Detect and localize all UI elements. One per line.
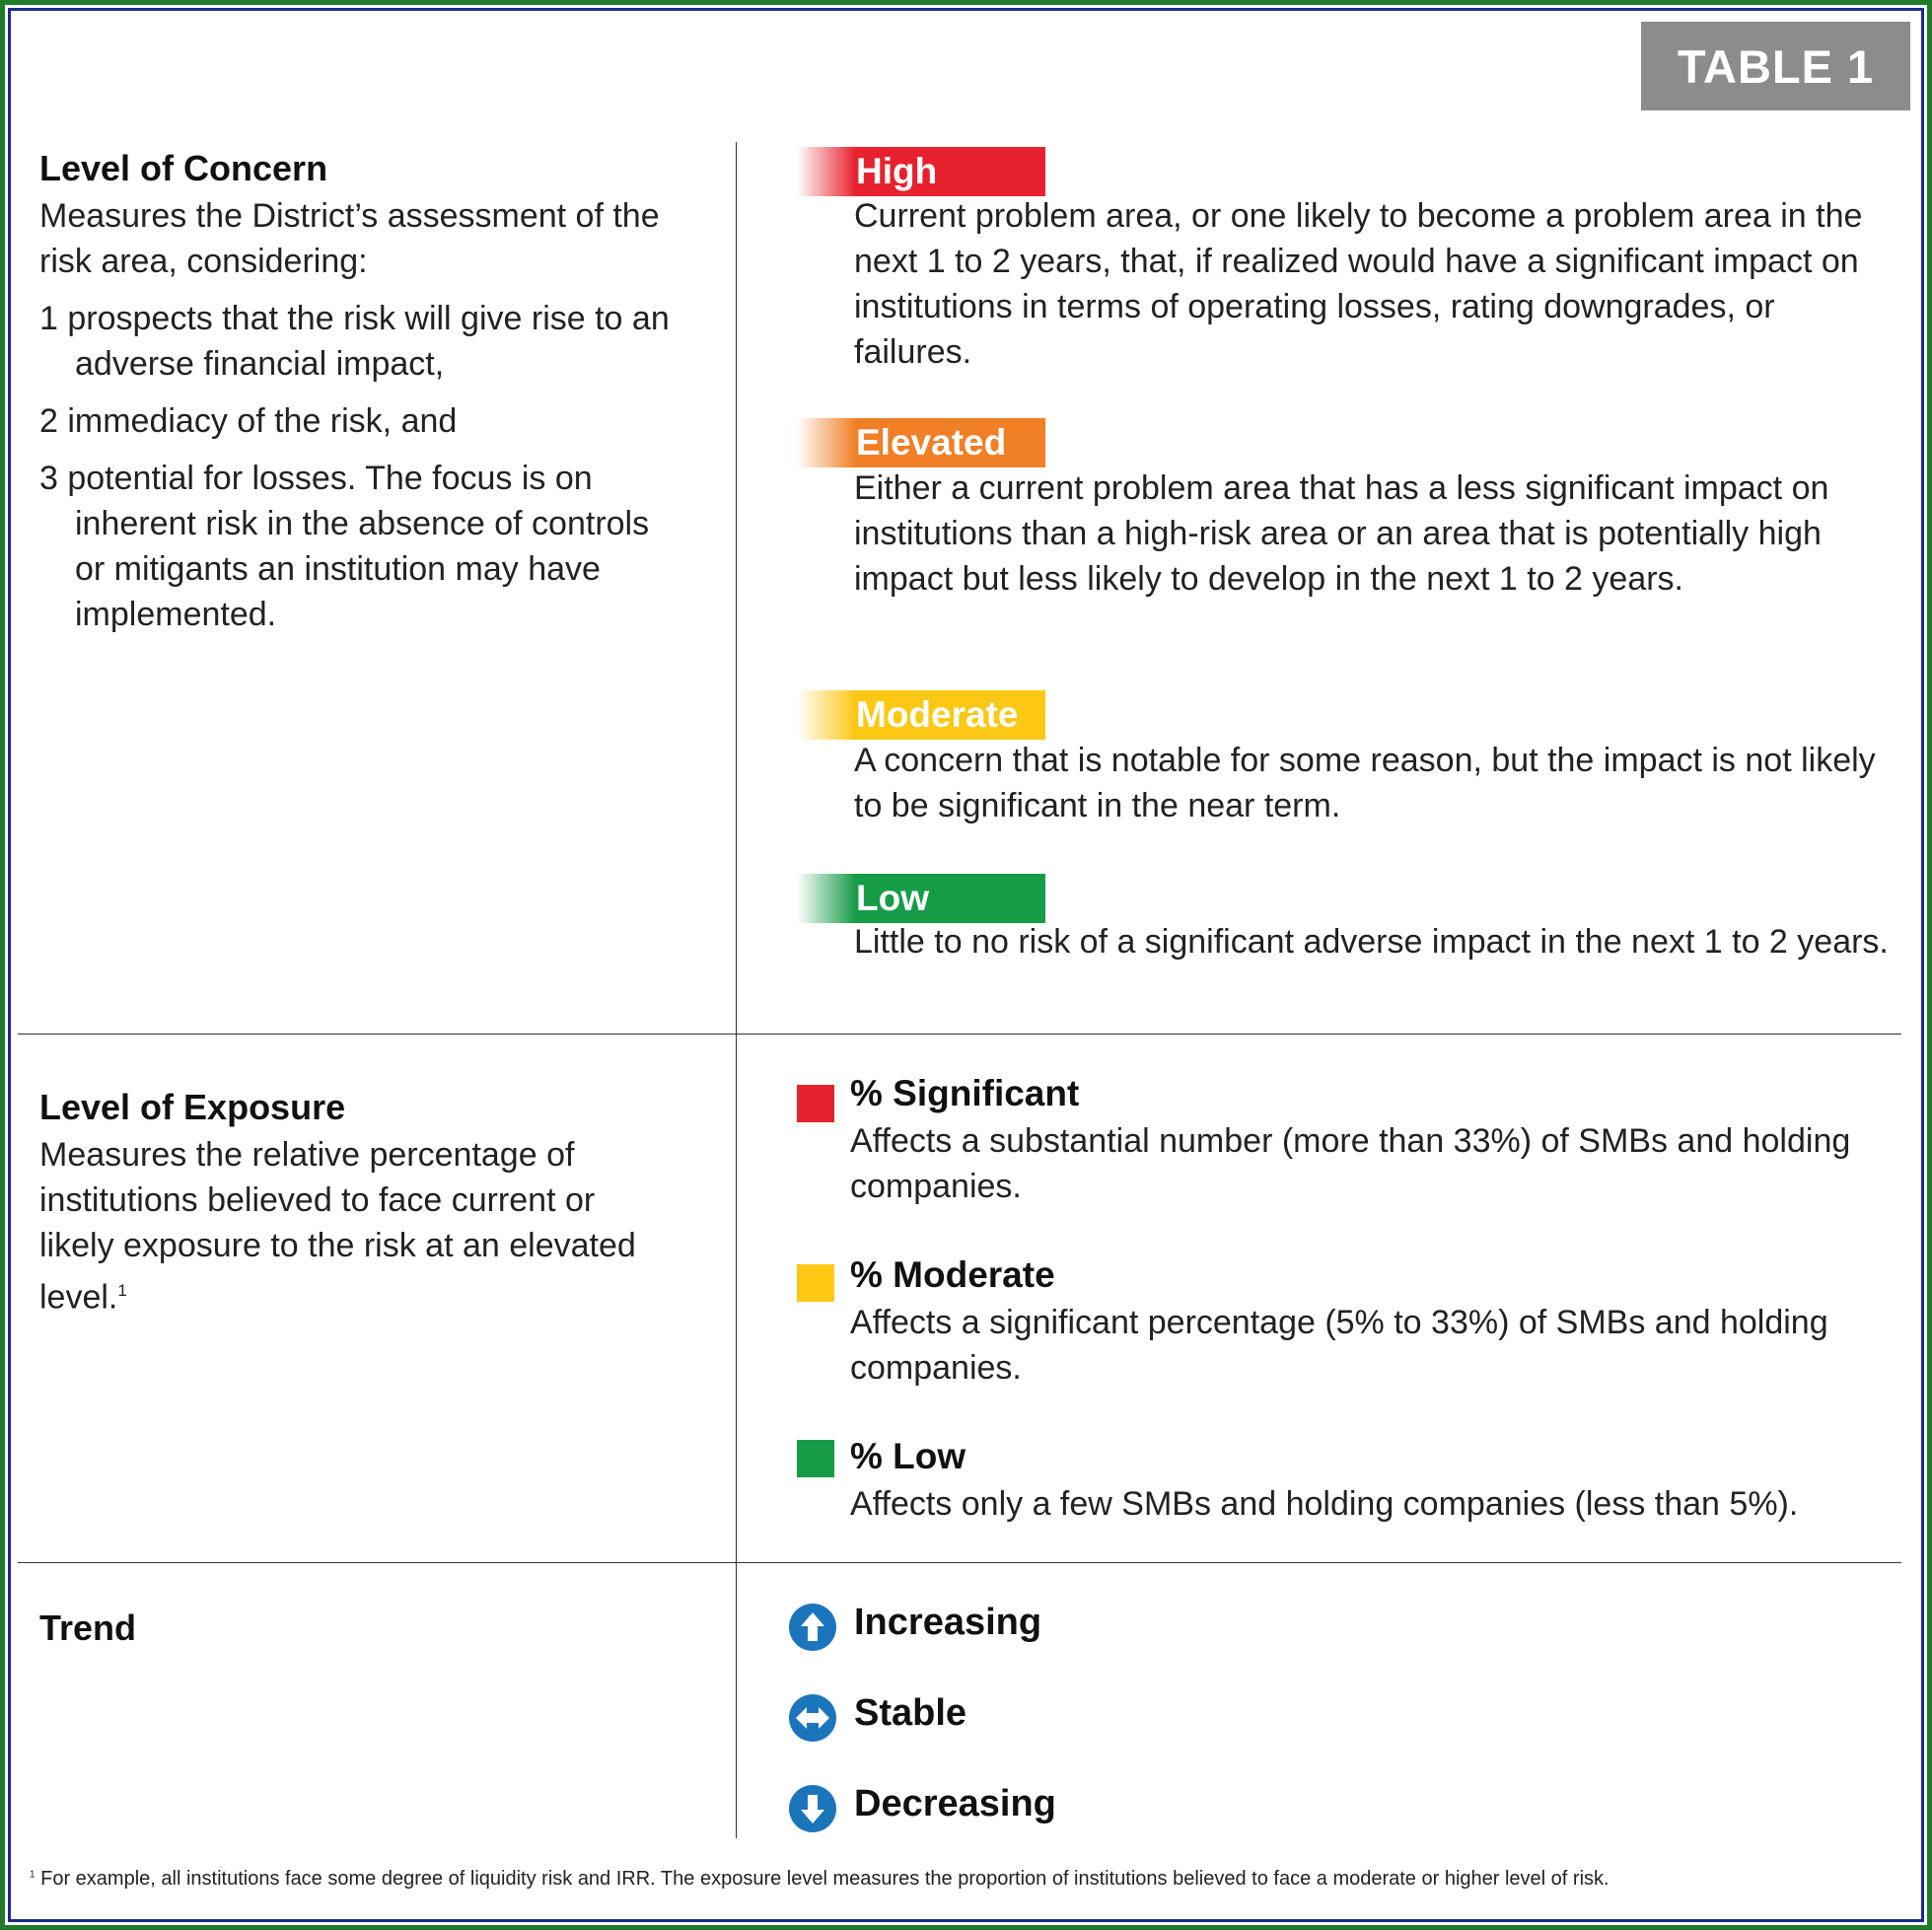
concern-item: 2 immediacy of the risk, and (39, 402, 458, 440)
trend-label-decreasing: Decreasing (854, 1783, 1056, 1824)
arrow-down-circle-icon (787, 1783, 838, 1834)
concern-item: 3 potential for losses. The focus is on inherent risk in the absence of controls or mitigants an institution may have implemented. (39, 460, 650, 633)
exposure-swatch-low (797, 1440, 834, 1477)
concern-desc-moderate: A concern that is notable for some reason, but the impact is not likely to be significant in the near term. (854, 742, 1876, 824)
trend-title: Trend (39, 1608, 137, 1648)
exposure-label-significant: % Significant (850, 1073, 1080, 1113)
concern-description (39, 193, 680, 637)
exposure-swatch-moderate (797, 1264, 834, 1302)
footnote-reference: 1 (117, 1281, 127, 1300)
concern-label-elevated: Elevated (797, 418, 1045, 467)
exposure-title: Level of Exposure (39, 1087, 346, 1127)
concern-intro: Measures the District’s assessment of the risk area, considering: (39, 197, 660, 280)
trend-label-increasing: Increasing (854, 1602, 1042, 1643)
column-divider (736, 142, 737, 1838)
exposure-label-moderate: % Moderate (850, 1254, 1055, 1295)
concern-title: Level of Concern (39, 148, 328, 188)
footnote-text: For example, all institutions face some degree of liquidity risk and IRR. The exposure level measures the proportion of institutions believed to face a moderate or higher level of risk. (40, 1868, 1610, 1890)
concern-item: 1 prospects that the risk will give rise to an adverse financial impact, (39, 300, 670, 383)
concern-label-low: Low (797, 874, 1045, 923)
exposure-desc-significant: Affects a substantial number (more than 33%) of SMBs and holding companies. (850, 1122, 1851, 1205)
exposure-desc-moderate: Affects a significant percentage (5% to 33%) of SMBs and holding companies. (850, 1304, 1828, 1387)
table-tag: TABLE 1 (1641, 22, 1910, 110)
footnote (30, 1868, 1610, 1891)
exposure-desc-low: Affects only a few SMBs and holding companies (less than 5%). (850, 1485, 1799, 1523)
concern-label-high: High (797, 147, 1045, 196)
exposure-intro: Measures the relative percentage of institutions believed to face current or likely exposure to the risk at an elevated level. (39, 1136, 636, 1317)
exposure-description (39, 1132, 671, 1320)
arrow-up-circle-icon (787, 1602, 838, 1653)
concern-desc-low: Little to no risk of a significant adverse impact in the next 1 to 2 years. (854, 923, 1889, 961)
concern-label-moderate: Moderate (797, 690, 1045, 740)
footnote-mark: 1 (30, 1869, 36, 1881)
row-divider-1 (18, 1034, 1901, 1035)
arrow-left-right-circle-icon (787, 1692, 838, 1744)
concern-desc-high: Current problem area, or one likely to become a problem area in the next 1 to 2 years, that, if realized would have a significant impact on institutions in terms of operating losses, rating downgrades, or failures. (854, 197, 1863, 371)
exposure-label-low: % Low (850, 1436, 966, 1476)
row-divider-2 (18, 1562, 1901, 1563)
concern-desc-elevated: Either a current problem area that has a less significant impact on institutions than a high-risk area or an area that is potentially high impact but less likely to develop in the next 1 to 2 years. (854, 469, 1829, 598)
exposure-swatch-significant (797, 1085, 834, 1122)
trend-label-stable: Stable (854, 1692, 967, 1734)
